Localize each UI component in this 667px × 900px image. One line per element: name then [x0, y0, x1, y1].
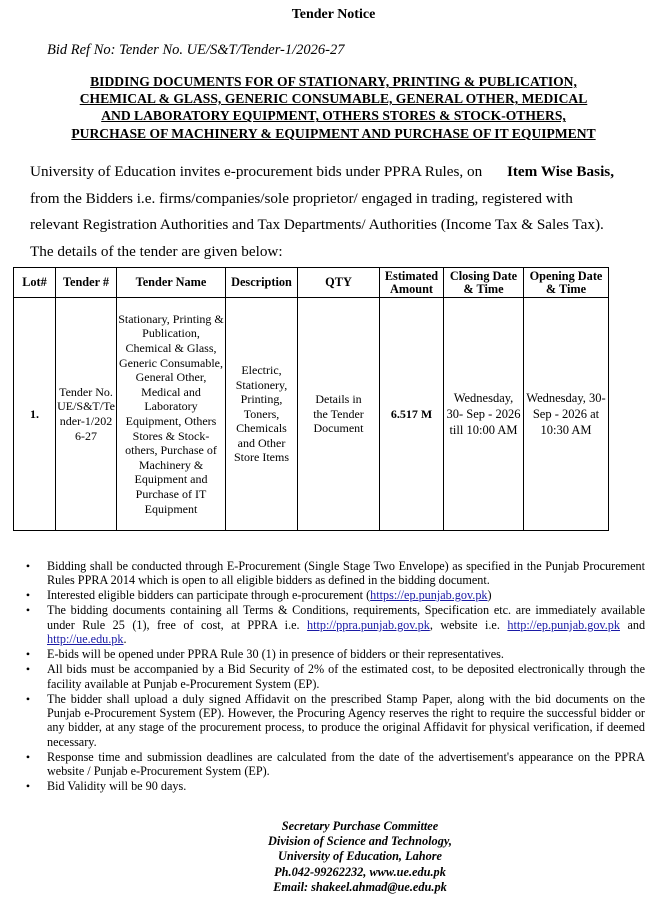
list-item-text: .: [123, 632, 127, 647]
intro-text: University of Education invites e-procurement bids under PPRA Rules, on: [30, 163, 483, 180]
bullet-icon: •: [25, 691, 31, 706]
list-item: [23, 779, 645, 793]
list-item-text: The bidder shall upload a duly signed Affidavit on the prescribed Stamp Paper, along with the bid documents on the Punjab e-Procurement System (EP). However, the Procuring Agency reserves the right to require the successful bidder or any bidder, at any stage of the procurement process, to produce the original Affidavit for physical verification, if deemed necessary.: [47, 691, 645, 749]
terms-list: [23, 559, 645, 794]
signature-phone: Ph.042-99262232, www.ue.edu.pk: [274, 864, 446, 879]
signature-title: Secretary Purchase Committee: [281, 819, 439, 833]
ue-edu-link[interactable]: http://ue.edu.pk: [47, 632, 124, 647]
ep-punjab-link[interactable]: https://ep.punjab.gov.pk: [370, 588, 488, 603]
intro-text: The details of the tender are given below:: [30, 242, 283, 260]
heading-line: CHEMICAL & GLASS, GENERIC CONSUMABLE, GENERAL OTHER, MEDICAL: [79, 91, 588, 107]
header-description: Description: [226, 268, 298, 298]
list-item-text: The bidding documents containing all Terms & Conditions, requirements, Specification etc. are immediately available under Rule 25 (1), free of cost, at PPRA i.e.: [47, 603, 645, 632]
heading-line: AND LABORATORY EQUIPMENT, OTHERS STORES & STOCK-OTHERS,: [101, 108, 566, 124]
intro-line: [30, 212, 614, 239]
heading-line: PURCHASE OF MACHINERY & EQUIPMENT AND PURCHASE OF IT EQUIPMENT: [71, 125, 596, 141]
intro-line: [30, 186, 614, 213]
cell-tender-number: Tender No. UE/S&T/Tender-1/2026-27: [56, 298, 117, 531]
heading-line: BIDDING DOCUMENTS FOR OF STATIONARY, PRINTING & PUBLICATION,: [90, 74, 577, 89]
header-tender-number: Tender #: [56, 268, 117, 298]
signature-division: Division of Science and Technology,: [268, 834, 452, 849]
header-qty: QTY: [298, 268, 380, 298]
list-item-text: ): [487, 588, 492, 603]
cell-opening-date: Wednesday, 30- Sep - 2026 at 10:30 AM: [524, 298, 609, 531]
list-item: [23, 662, 645, 691]
header-lot: Lot#: [14, 268, 56, 298]
list-item-text: E-bids will be opened under PPRA Rule 30 (1) in presence of bidders or their representatives.: [47, 647, 504, 662]
table-row: [14, 298, 609, 531]
header-closing-date: Closing Date & Time: [444, 268, 524, 298]
bullet-icon: •: [25, 559, 31, 573]
bullet-icon: •: [25, 662, 31, 677]
list-item-text: All bids must be accompanied by a Bid Security of 2% of the estimated cost, to be deposited electronically through the facility available at Punjab e-Procurement System (EP).: [47, 662, 645, 691]
bid-reference: Bid Ref No: Tender No. UE/S&T/Tender-1/2026-27: [47, 42, 345, 58]
header-estimated-amount: Estimated Amount: [380, 268, 444, 298]
header-tender-name: Tender Name: [117, 268, 226, 298]
bullet-icon: •: [25, 647, 31, 662]
item-wise-basis: Item Wise Basis,: [506, 163, 614, 180]
signature-email: Email: shakeel.ahmad@ue.edu.pk: [273, 879, 447, 894]
list-item: [23, 603, 645, 646]
bullet-icon: •: [25, 588, 31, 603]
cell-tender-name: Stationary, Printing & Publication, Chemical & Glass, Generic Consumable, General Other, Medical and Laboratory Equipment, Others Stores & Stock-others, Purchase of Machinery & Equipment and Purchase of IT Equipment: [117, 298, 226, 531]
cell-closing-date: Wednesday, 30- Sep - 2026 till 10:00 AM: [444, 298, 524, 531]
list-item-text: , website i.e.: [429, 617, 500, 632]
bullet-icon: •: [25, 603, 31, 618]
intro-line: [30, 239, 614, 266]
list-item: [23, 750, 645, 779]
list-item: [23, 588, 645, 602]
cell-lot: 1.: [14, 298, 56, 531]
tender-details-table: [13, 267, 609, 531]
notice-title: Tender Notice: [291, 7, 376, 22]
table-header-row: [14, 268, 609, 298]
intro-line: [30, 159, 614, 186]
list-item: [23, 559, 645, 588]
cell-estimated-amount: 6.517 M: [380, 298, 444, 531]
signature-block: [200, 819, 520, 895]
intro-text: relevant Registration Authorities and Tax Departments/ Authorities (Income Tax & Sales Tax).: [30, 216, 604, 233]
intro-paragraph: [30, 159, 614, 265]
intro-text: from the Bidders i.e. firms/companies/sole proprietor/ engaged in trading, registered with: [30, 189, 573, 207]
list-item-text: Bid Validity will be 90 days.: [47, 779, 187, 794]
cell-qty: Details in the Tender Document: [298, 298, 380, 531]
ep-punjab-link[interactable]: http://ep.punjab.gov.pk: [507, 617, 620, 632]
list-item-text: and: [627, 617, 646, 632]
bullet-icon: •: [25, 749, 31, 764]
header-opening-date: Opening Date & Time: [524, 268, 609, 298]
bidding-documents-heading: [24, 73, 643, 142]
ppra-punjab-link[interactable]: http://ppra.punjab.gov.pk: [307, 617, 430, 632]
list-item: [23, 692, 645, 750]
bullet-icon: •: [25, 779, 31, 794]
list-item-text: Bidding shall be conducted through E-Procurement (Single Stage Two Envelope) as specified in the Punjab Procurement Rules PPRA 2014 which is open to all eligible bidders as defined in the bidding document.: [47, 559, 645, 588]
list-item-text: Interested eligible bidders can participate through e-procurement (: [47, 588, 371, 603]
list-item: [23, 647, 645, 661]
cell-description: Electric, Stationery, Printing, Toners, Chemicals and Other Store Items: [226, 298, 298, 531]
signature-university: University of Education, Lahore: [278, 849, 442, 864]
list-item-text: Response time and submission deadlines are calculated from the date of the advertisement's appearance on the PPRA website / Punjab e-Procurement System (EP).: [47, 749, 645, 779]
